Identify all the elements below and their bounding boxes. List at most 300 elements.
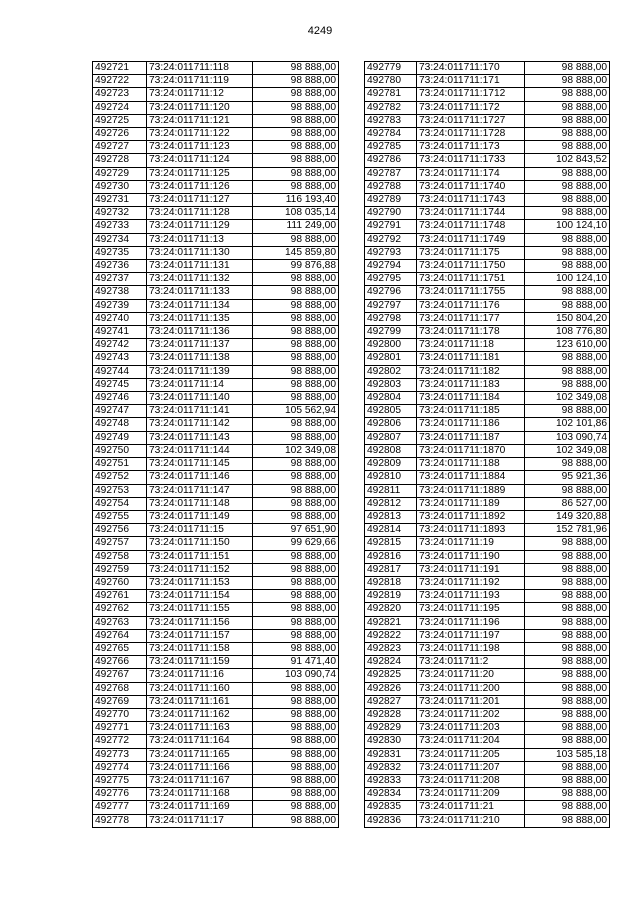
value-cell: 86 527,00 (525, 497, 610, 510)
table-row (365, 128, 610, 141)
value-cell: 98 888,00 (253, 339, 339, 352)
value-cell: 98 888,00 (253, 748, 339, 761)
table-row (365, 431, 610, 444)
record-number-cell: 492767 (93, 669, 147, 682)
cadastral-number-cell: 73:24:011711:198 (417, 642, 525, 655)
record-number-cell: 492791 (365, 220, 417, 233)
record-number-cell: 492751 (93, 458, 147, 471)
table-row (93, 220, 339, 233)
value-cell: 98 888,00 (525, 682, 610, 695)
cadastral-number-cell: 73:24:011711:152 (147, 563, 253, 576)
record-number-cell: 492784 (365, 128, 417, 141)
cadastral-number-cell: 73:24:011711:1892 (417, 510, 525, 523)
table-row (93, 207, 339, 220)
cadastral-number-cell: 73:24:011711:159 (147, 656, 253, 669)
value-cell: 98 888,00 (525, 88, 610, 101)
record-number-cell: 492831 (365, 748, 417, 761)
table-row (365, 510, 610, 523)
value-cell: 98 888,00 (253, 616, 339, 629)
table-row (365, 669, 610, 682)
value-cell: 145 859,80 (253, 246, 339, 259)
record-number-cell: 492732 (93, 207, 147, 220)
table-row (365, 444, 610, 457)
record-number-cell: 492730 (93, 180, 147, 193)
value-cell: 98 888,00 (525, 101, 610, 114)
cadastral-number-cell: 73:24:011711:169 (147, 801, 253, 814)
record-number-cell: 492731 (93, 194, 147, 207)
table-row (93, 114, 339, 127)
table-row (93, 194, 339, 207)
record-number-cell: 492832 (365, 761, 417, 774)
table-row (365, 695, 610, 708)
record-number-cell: 492740 (93, 312, 147, 325)
value-cell: 105 562,94 (253, 405, 339, 418)
cadastral-number-cell: 73:24:011711:183 (417, 378, 525, 391)
value-cell: 98 888,00 (253, 708, 339, 721)
cadastral-number-cell: 73:24:011711:167 (147, 774, 253, 787)
record-number-cell: 492807 (365, 431, 417, 444)
cadastral-number-cell: 73:24:011711:15 (147, 524, 253, 537)
table-row (365, 114, 610, 127)
record-number-cell: 492737 (93, 273, 147, 286)
cadastral-number-cell: 73:24:011711:191 (417, 563, 525, 576)
record-number-cell: 492759 (93, 563, 147, 576)
cadastral-number-cell: 73:24:011711:196 (417, 616, 525, 629)
left-register-body (93, 62, 339, 828)
cadastral-number-cell: 73:24:011711:129 (147, 220, 253, 233)
table-row (365, 642, 610, 655)
table-row (93, 62, 339, 75)
value-cell: 100 124,10 (525, 273, 610, 286)
cadastral-number-cell: 73:24:011711:12 (147, 88, 253, 101)
value-cell: 98 888,00 (253, 352, 339, 365)
value-cell: 98 888,00 (253, 431, 339, 444)
table-row (93, 378, 339, 391)
record-number-cell: 492763 (93, 616, 147, 629)
value-cell: 98 888,00 (253, 576, 339, 589)
value-cell: 152 781,96 (525, 524, 610, 537)
record-number-cell: 492777 (93, 801, 147, 814)
value-cell: 108 035,14 (253, 207, 339, 220)
cadastral-number-cell: 73:24:011711:184 (417, 392, 525, 405)
table-row (93, 774, 339, 787)
record-number-cell: 492824 (365, 656, 417, 669)
table-row (365, 458, 610, 471)
cadastral-number-cell: 73:24:011711:182 (417, 365, 525, 378)
value-cell: 98 888,00 (253, 167, 339, 180)
cadastral-number-cell: 73:24:011711:131 (147, 260, 253, 273)
value-cell: 98 888,00 (253, 629, 339, 642)
cadastral-number-cell: 73:24:011711:154 (147, 590, 253, 603)
cadastral-number-cell: 73:24:011711:151 (147, 550, 253, 563)
value-cell: 98 888,00 (525, 365, 610, 378)
record-number-cell: 492826 (365, 682, 417, 695)
cadastral-number-cell: 73:24:011711:210 (417, 814, 525, 827)
cadastral-number-cell: 73:24:011711:1712 (417, 88, 525, 101)
value-cell: 100 124,10 (525, 220, 610, 233)
record-number-cell: 492799 (365, 326, 417, 339)
cadastral-number-cell: 73:24:011711:1870 (417, 444, 525, 457)
cadastral-number-cell: 73:24:011711:128 (147, 207, 253, 220)
cadastral-number-cell: 73:24:011711:142 (147, 418, 253, 431)
record-number-cell: 492811 (365, 484, 417, 497)
value-cell: 98 888,00 (253, 128, 339, 141)
cadastral-number-cell: 73:24:011711:147 (147, 484, 253, 497)
value-cell: 98 888,00 (253, 550, 339, 563)
cadastral-number-cell: 73:24:011711:204 (417, 735, 525, 748)
value-cell: 102 843,52 (525, 154, 610, 167)
value-cell: 98 888,00 (525, 537, 610, 550)
record-number-cell: 492798 (365, 312, 417, 325)
cadastral-number-cell: 73:24:011711:185 (417, 405, 525, 418)
table-row (93, 814, 339, 827)
cadastral-number-cell: 73:24:011711:192 (417, 576, 525, 589)
record-number-cell: 492794 (365, 260, 417, 273)
table-row (93, 167, 339, 180)
record-number-cell: 492830 (365, 735, 417, 748)
value-cell: 98 888,00 (253, 603, 339, 616)
cadastral-number-cell: 73:24:011711:174 (417, 167, 525, 180)
record-number-cell: 492742 (93, 339, 147, 352)
cadastral-number-cell: 73:24:011711:13 (147, 233, 253, 246)
value-cell: 98 888,00 (525, 722, 610, 735)
record-number-cell: 492815 (365, 537, 417, 550)
cadastral-number-cell: 73:24:011711:209 (417, 788, 525, 801)
cadastral-number-cell: 73:24:011711:168 (147, 788, 253, 801)
record-number-cell: 492790 (365, 207, 417, 220)
cadastral-number-cell: 73:24:011711:166 (147, 761, 253, 774)
cadastral-number-cell: 73:24:011711:165 (147, 748, 253, 761)
value-cell: 98 888,00 (525, 484, 610, 497)
record-number-cell: 492803 (365, 378, 417, 391)
record-number-cell: 492804 (365, 392, 417, 405)
table-row (93, 669, 339, 682)
value-cell: 123 610,00 (525, 339, 610, 352)
record-number-cell: 492775 (93, 774, 147, 787)
record-number-cell: 492762 (93, 603, 147, 616)
cadastral-number-cell: 73:24:011711:16 (147, 669, 253, 682)
cadastral-number-cell: 73:24:011711:160 (147, 682, 253, 695)
cadastral-number-cell: 73:24:011711:177 (417, 312, 525, 325)
value-cell: 98 888,00 (525, 180, 610, 193)
value-cell: 98 888,00 (253, 75, 339, 88)
record-number-cell: 492727 (93, 141, 147, 154)
cadastral-number-cell: 73:24:011711:186 (417, 418, 525, 431)
cadastral-number-cell: 73:24:011711:118 (147, 62, 253, 75)
table-row (365, 418, 610, 431)
value-cell: 150 804,20 (525, 312, 610, 325)
cadastral-number-cell: 73:24:011711:143 (147, 431, 253, 444)
record-number-cell: 492817 (365, 563, 417, 576)
table-row (365, 141, 610, 154)
cadastral-number-cell: 73:24:011711:133 (147, 286, 253, 299)
value-cell: 98 888,00 (253, 510, 339, 523)
record-number-cell: 492781 (365, 88, 417, 101)
table-row (93, 590, 339, 603)
cadastral-number-cell: 73:24:011711:1755 (417, 286, 525, 299)
cadastral-number-cell: 73:24:011711:163 (147, 722, 253, 735)
cadastral-number-cell: 73:24:011711:190 (417, 550, 525, 563)
cadastral-number-cell: 73:24:011711:193 (417, 590, 525, 603)
value-cell: 98 888,00 (525, 695, 610, 708)
table-row (93, 537, 339, 550)
record-number-cell: 492818 (365, 576, 417, 589)
table-row (365, 761, 610, 774)
cadastral-number-cell: 73:24:011711:203 (417, 722, 525, 735)
record-number-cell: 492749 (93, 431, 147, 444)
value-cell: 103 090,74 (253, 669, 339, 682)
cadastral-number-cell: 73:24:011711:149 (147, 510, 253, 523)
table-row (365, 312, 610, 325)
table-row (93, 563, 339, 576)
cadastral-number-cell: 73:24:011711:205 (417, 748, 525, 761)
record-number-cell: 492802 (365, 365, 417, 378)
value-cell: 98 888,00 (525, 352, 610, 365)
value-cell: 98 888,00 (525, 207, 610, 220)
value-cell: 98 888,00 (253, 101, 339, 114)
record-number-cell: 492764 (93, 629, 147, 642)
cadastral-number-cell: 73:24:011711:197 (417, 629, 525, 642)
table-row (365, 497, 610, 510)
value-cell: 98 888,00 (253, 458, 339, 471)
record-number-cell: 492805 (365, 405, 417, 418)
cadastral-number-cell: 73:24:011711:176 (417, 299, 525, 312)
table-row (93, 576, 339, 589)
table-row (93, 286, 339, 299)
value-cell: 98 888,00 (253, 154, 339, 167)
record-number-cell: 492812 (365, 497, 417, 510)
record-number-cell: 492785 (365, 141, 417, 154)
table-row (93, 497, 339, 510)
cadastral-number-cell: 73:24:011711:127 (147, 194, 253, 207)
table-row (365, 180, 610, 193)
value-cell: 149 320,88 (525, 510, 610, 523)
table-row (93, 616, 339, 629)
record-number-cell: 492754 (93, 497, 147, 510)
cadastral-number-cell: 73:24:011711:19 (417, 537, 525, 550)
value-cell: 97 651,90 (253, 524, 339, 537)
record-number-cell: 492773 (93, 748, 147, 761)
record-number-cell: 492774 (93, 761, 147, 774)
record-number-cell: 492745 (93, 378, 147, 391)
right-register-body (365, 62, 610, 828)
table-row (365, 563, 610, 576)
value-cell: 98 888,00 (253, 788, 339, 801)
table-row (93, 708, 339, 721)
record-number-cell: 492828 (365, 708, 417, 721)
cadastral-number-cell: 73:24:011711:123 (147, 141, 253, 154)
table-row (365, 524, 610, 537)
record-number-cell: 492801 (365, 352, 417, 365)
table-row (365, 392, 610, 405)
value-cell: 103 090,74 (525, 431, 610, 444)
record-number-cell: 492797 (365, 299, 417, 312)
value-cell: 98 888,00 (253, 365, 339, 378)
value-cell: 98 888,00 (253, 497, 339, 510)
record-number-cell: 492738 (93, 286, 147, 299)
value-cell: 98 888,00 (253, 326, 339, 339)
table-row (93, 312, 339, 325)
table-row (93, 392, 339, 405)
value-cell: 98 888,00 (253, 761, 339, 774)
table-row (365, 167, 610, 180)
table-row (365, 774, 610, 787)
table-row (365, 576, 610, 589)
table-row (93, 735, 339, 748)
record-number-cell: 492757 (93, 537, 147, 550)
record-number-cell: 492746 (93, 392, 147, 405)
table-row (93, 101, 339, 114)
value-cell: 108 776,80 (525, 326, 610, 339)
table-row (93, 748, 339, 761)
record-number-cell: 492747 (93, 405, 147, 418)
table-row (365, 220, 610, 233)
right-register-table (364, 61, 610, 828)
cadastral-number-cell: 73:24:011711:1743 (417, 194, 525, 207)
record-number-cell: 492793 (365, 246, 417, 259)
table-row (93, 788, 339, 801)
record-number-cell: 492780 (365, 75, 417, 88)
record-number-cell: 492795 (365, 273, 417, 286)
value-cell: 98 888,00 (253, 563, 339, 576)
value-cell: 98 888,00 (525, 774, 610, 787)
value-cell: 98 888,00 (525, 708, 610, 721)
record-number-cell: 492788 (365, 180, 417, 193)
cadastral-number-cell: 73:24:011711:208 (417, 774, 525, 787)
record-number-cell: 492748 (93, 418, 147, 431)
cadastral-number-cell: 73:24:011711:121 (147, 114, 253, 127)
table-row (365, 339, 610, 352)
record-number-cell: 492796 (365, 286, 417, 299)
record-number-cell: 492756 (93, 524, 147, 537)
cadastral-number-cell: 73:24:011711:175 (417, 246, 525, 259)
table-row (93, 629, 339, 642)
cadastral-number-cell: 73:24:011711:164 (147, 735, 253, 748)
value-cell: 98 888,00 (253, 774, 339, 787)
table-row (93, 273, 339, 286)
page-number: 4249 (307, 25, 333, 37)
value-cell: 95 921,36 (525, 471, 610, 484)
cadastral-number-cell: 73:24:011711:1748 (417, 220, 525, 233)
cadastral-number-cell: 73:24:011711:126 (147, 180, 253, 193)
value-cell: 98 888,00 (525, 669, 610, 682)
cadastral-number-cell: 73:24:011711:119 (147, 75, 253, 88)
table-row (365, 326, 610, 339)
record-number-cell: 492739 (93, 299, 147, 312)
cadastral-number-cell: 73:24:011711:162 (147, 708, 253, 721)
cadastral-number-cell: 73:24:011711:161 (147, 695, 253, 708)
cadastral-number-cell: 73:24:011711:188 (417, 458, 525, 471)
cadastral-number-cell: 73:24:011711:134 (147, 299, 253, 312)
value-cell: 98 888,00 (525, 629, 610, 642)
cadastral-number-cell: 73:24:011711:1884 (417, 471, 525, 484)
record-number-cell: 492726 (93, 128, 147, 141)
record-number-cell: 492771 (93, 722, 147, 735)
record-number-cell: 492755 (93, 510, 147, 523)
value-cell: 98 888,00 (525, 656, 610, 669)
table-row (365, 260, 610, 273)
value-cell: 98 888,00 (525, 550, 610, 563)
table-row (93, 352, 339, 365)
value-cell: 98 888,00 (253, 814, 339, 827)
cadastral-number-cell: 73:24:011711:1740 (417, 180, 525, 193)
value-cell: 99 629,66 (253, 537, 339, 550)
value-cell: 103 585,18 (525, 748, 610, 761)
table-row (93, 326, 339, 339)
value-cell: 99 876,88 (253, 260, 339, 273)
table-row (93, 471, 339, 484)
table-row (365, 471, 610, 484)
cadastral-number-cell: 73:24:011711:17 (147, 814, 253, 827)
record-number-cell: 492735 (93, 246, 147, 259)
record-number-cell: 492758 (93, 550, 147, 563)
record-number-cell: 492728 (93, 154, 147, 167)
table-row (93, 656, 339, 669)
value-cell: 98 888,00 (525, 563, 610, 576)
value-cell: 98 888,00 (525, 260, 610, 273)
table-row (365, 273, 610, 286)
record-number-cell: 492806 (365, 418, 417, 431)
value-cell: 98 888,00 (525, 458, 610, 471)
record-number-cell: 492810 (365, 471, 417, 484)
table-row (93, 458, 339, 471)
value-cell: 98 888,00 (253, 312, 339, 325)
cadastral-number-cell: 73:24:011711:195 (417, 603, 525, 616)
value-cell: 98 888,00 (525, 167, 610, 180)
cadastral-number-cell: 73:24:011711:148 (147, 497, 253, 510)
table-row (93, 365, 339, 378)
table-row (93, 524, 339, 537)
table-row (93, 246, 339, 259)
record-number-cell: 492814 (365, 524, 417, 537)
table-row (365, 233, 610, 246)
value-cell: 116 193,40 (253, 194, 339, 207)
record-number-cell: 492800 (365, 339, 417, 352)
value-cell: 98 888,00 (525, 590, 610, 603)
cadastral-number-cell: 73:24:011711:139 (147, 365, 253, 378)
cadastral-number-cell: 73:24:011711:1733 (417, 154, 525, 167)
cadastral-number-cell: 73:24:011711:189 (417, 497, 525, 510)
cadastral-number-cell: 73:24:011711:207 (417, 761, 525, 774)
cadastral-number-cell: 73:24:011711:137 (147, 339, 253, 352)
cadastral-number-cell: 73:24:011711:20 (417, 669, 525, 682)
table-row (93, 418, 339, 431)
record-number-cell: 492822 (365, 629, 417, 642)
table-row (365, 365, 610, 378)
value-cell: 102 349,08 (525, 392, 610, 405)
table-row (93, 128, 339, 141)
record-number-cell: 492820 (365, 603, 417, 616)
record-number-cell: 492765 (93, 642, 147, 655)
value-cell: 98 888,00 (253, 299, 339, 312)
value-cell: 98 888,00 (253, 392, 339, 405)
record-number-cell: 492813 (365, 510, 417, 523)
cadastral-number-cell: 73:24:011711:202 (417, 708, 525, 721)
table-row (365, 590, 610, 603)
table-row (365, 484, 610, 497)
record-number-cell: 492721 (93, 62, 147, 75)
value-cell: 98 888,00 (525, 642, 610, 655)
record-number-cell: 492834 (365, 788, 417, 801)
table-row (365, 616, 610, 629)
table-row (93, 761, 339, 774)
table-row (365, 550, 610, 563)
value-cell: 98 888,00 (525, 299, 610, 312)
cadastral-number-cell: 73:24:011711:18 (417, 339, 525, 352)
record-number-cell: 492761 (93, 590, 147, 603)
record-number-cell: 492829 (365, 722, 417, 735)
table-row (365, 682, 610, 695)
